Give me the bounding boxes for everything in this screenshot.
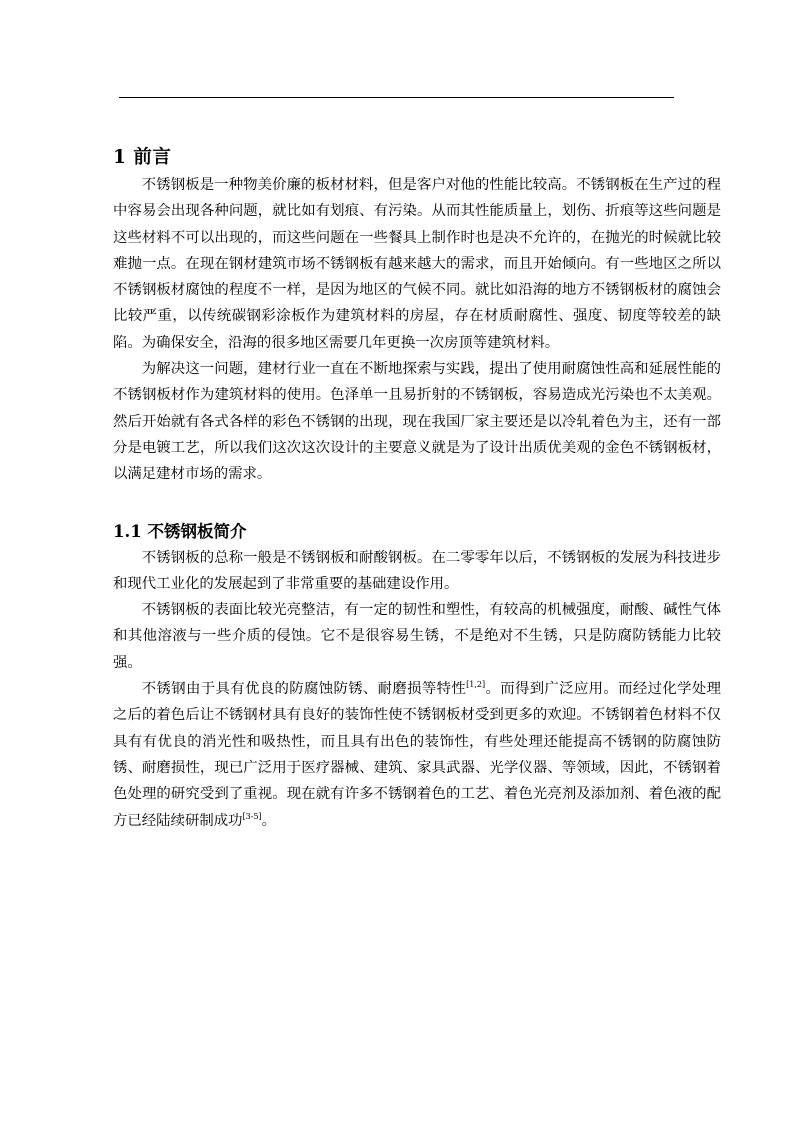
overview-paragraph-3-part-b: 。而得到广泛应用。而经过化学处理之后的着色后让不锈钢材具有良好的装饰性使不锈钢板材受到更多的欢迎。不锈钢着色材料不仅具有有优良的消光性和吸热性，而且具有出色的装饰性，有些处理还能提高不锈钢的防腐蚀防锈、耐磨损性，现已广泛用于医疗器械、建筑、家具武器、光学仪器、等领域，因此，不锈钢着色处理的研究受到了重视。现在就有许多不锈钢着色的工艺、着色光亮剂及添加剂、着色液的配方已经陆续研制成功: [113, 681, 721, 829]
overview-paragraph-2: 不锈钢板的表面比较光亮整洁，有一定的韧性和塑性，有较高的机械强度，耐酸、碱性气体和其他溶液与一些介质的侵蚀。它不是很容易生锈，不是绝对不生锈，只是防腐防锈能力比较强。: [113, 602, 721, 671]
overview-paragraph-3-part-c: 。: [261, 812, 277, 829]
intro-paragraph-1: 不锈钢板是一种物美价廉的板材材料，但是客户对他的性能比较高。不锈钢板在生产过的程中容易会出现各种问题，就比如有划痕、有污染。从而其性能质量上，划伤、折痕等这些问题是这些材料不可以出现的，而这些问题在一些餐具上制作时也是决不允许的，在抛光的时候就比较难抛一点。在现在钢材建筑市场不锈钢板有越来越大的需求，而且开始倾向。有一些地区之所以不锈钢板材腐蚀的程度不一样，是因为地区的气候不同。就比如沿海的地方不锈钢板材的腐蚀会比较严重，以传统碳钢彩涂板作为建筑材料的房屋，存在材质耐腐性、强度、韧度等较差的缺陷。为确保安全，沿海的很多地区需要几年更换一次房顶等建筑材料。: [113, 177, 721, 351]
citation-1-2: [1,2]: [466, 680, 486, 690]
document-body: [113, 144, 721, 834]
intro-paragraph-2: 为解决这一问题，建材行业一直在不断地探索与实践，提出了使用耐腐蚀性高和延展性能的不锈钢板材作为建筑材料的使用。色泽单一且易折射的不锈钢板，容易造成光污染也不太美观。然后开始就有各式各样的彩色不锈钢的出现，现在我国厂家主要还是以冷轧着色为主，还有一部分是电镀工艺，所以我们这次这次设计的主要意义就是为了设计出质优美观的金色不锈钢板材，以满足建材市场的需求。: [113, 361, 721, 483]
header-rule: [119, 97, 674, 98]
overview-paragraph-3: [113, 676, 721, 834]
overview-paragraph-3-part-a: 不锈钢由于具有优良的防腐蚀防锈、耐磨损等特性: [141, 681, 467, 698]
subsection-heading-stainless-overview: 1.1 不锈钢板简介: [113, 521, 247, 541]
section-heading-introduction: 1 前言: [113, 147, 172, 168]
citation-3-5: [3-5]: [242, 811, 262, 821]
overview-paragraph-1: 不锈钢板的总称一般是不锈钢板和耐酸钢板。在二零零年以后，不锈钢板的发展为科技进步和现代工业化的发展起到了非常重要的基础建设作用。: [113, 549, 721, 592]
